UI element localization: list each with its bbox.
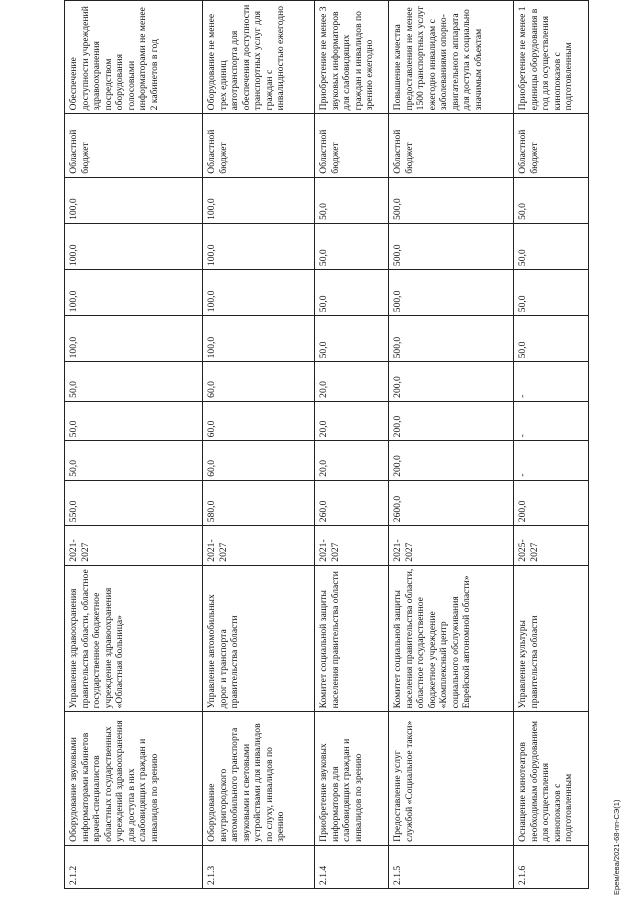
amount-2023: 200,0 xyxy=(389,362,514,401)
expected-result: Повышение качества предоставления не менее 1500 транспортных услуг ежегодно инвалидам с заболеваниями опорно-двигательного аппарата для доступа к социально значимым объектам xyxy=(389,1,514,114)
total-amount: 260,0 xyxy=(315,480,389,525)
amount-2021: 60,0 xyxy=(203,441,315,480)
amount-2021: - xyxy=(514,441,589,480)
activity-name: Оборудование звуковыми информаторами кабинетов врачей-специалистов областных государственных учреждений здравоохранения для доступа в них слабовидящих граждан и инвалидов по зрению xyxy=(65,712,203,845)
executor: Комитет социальной защиты населения правительства области, областное государственное бюджетное учреждение «Комплексный центр социального обслуживания Еврейской автономной области» xyxy=(389,565,514,712)
amount-2027: 500,0 xyxy=(389,177,514,223)
total-amount: 200,0 xyxy=(514,480,589,525)
total-amount: 2600,0 xyxy=(389,480,514,525)
amount-2026: 100,0 xyxy=(203,223,315,269)
amount-2022: 200,0 xyxy=(389,401,514,440)
table-row xyxy=(514,1,589,889)
amount-2024: 100,0 xyxy=(65,316,203,362)
activity-name: Оборудование внутригородского автомобильного транспорта звуковыми и световыми устройствами для инвалидов по слуху, инвалидов по зрению xyxy=(203,712,315,845)
amount-2022: 20,0 xyxy=(315,401,389,440)
expected-result: Приобретение не менее 3 звуковых информаторов для слабовидящих граждан и инвалидов по зрению ежегодно xyxy=(315,1,389,114)
row-number: 2.1.4 xyxy=(315,845,389,888)
funding-source: Областной бюджет xyxy=(514,114,589,177)
amount-2021: 50,0 xyxy=(65,441,203,480)
total-amount: 580,0 xyxy=(203,480,315,525)
amount-2021: 200,0 xyxy=(389,441,514,480)
amount-2022: 60,0 xyxy=(203,401,315,440)
executor: Управление культуры правительства области xyxy=(514,565,589,712)
table-row xyxy=(65,1,203,889)
period: 2021-2027 xyxy=(315,526,389,566)
row-number: 2.1.3 xyxy=(203,845,315,888)
table-row xyxy=(203,1,315,889)
expected-result: Обеспечение доступности учреждений здравоохранения посредством оборудования голосовыми информаторами не менее 2 кабинетов в год xyxy=(65,1,203,114)
period: 2025-2027 xyxy=(514,526,589,566)
funding-source: Областной бюджет xyxy=(389,114,514,177)
amount-2025: 500,0 xyxy=(389,270,514,316)
amount-2022: 50,0 xyxy=(65,401,203,440)
table-row xyxy=(315,1,389,889)
amount-2026: 50,0 xyxy=(514,223,589,269)
amount-2023: 20,0 xyxy=(315,362,389,401)
amount-2026: 500,0 xyxy=(389,223,514,269)
amount-2025: 50,0 xyxy=(514,270,589,316)
program-table xyxy=(64,0,589,889)
funding-source: Областной бюджет xyxy=(315,114,389,177)
amount-2026: 50,0 xyxy=(315,223,389,269)
document-footer-code: Ерем/ева/2021-68-пп-СЭ(1) xyxy=(612,799,621,895)
period: 2021-2027 xyxy=(203,526,315,566)
amount-2025: 100,0 xyxy=(65,270,203,316)
amount-2027: 50,0 xyxy=(514,177,589,223)
amount-2024: 500,0 xyxy=(389,316,514,362)
amount-2027: 100,0 xyxy=(65,177,203,223)
expected-result: Приобретение не менее 1 единицы оборудования в год для осуществления кинопоказов с подготовленным xyxy=(514,1,589,114)
amount-2024: 50,0 xyxy=(315,316,389,362)
executor: Управление здравоохранения правительства области, областное государственное бюджетное учреждение здравоохранения «Областная больница» xyxy=(65,565,203,712)
activity-name: Оснащение кинотеатров необходимым оборудованием для осуществления кинопоказов с подготовленным xyxy=(514,712,589,845)
row-number: 2.1.2 xyxy=(65,845,203,888)
amount-2025: 100,0 xyxy=(203,270,315,316)
expected-result: Оборудование не менее трех единиц автотранспорта для обеспечения доступности транспортных услуг для граждан с инвалидностью ежегодно xyxy=(203,1,315,114)
amount-2027: 100,0 xyxy=(203,177,315,223)
amount-2023: - xyxy=(514,362,589,401)
row-number: 2.1.5 xyxy=(389,845,514,888)
period: 2021-2027 xyxy=(65,526,203,566)
activity-name: Приобретение звуковых информаторов для слабовидящих граждан и инвалидов по зрению xyxy=(315,712,389,845)
funding-source: Областной бюджет xyxy=(65,114,203,177)
amount-2024: 50,0 xyxy=(514,316,589,362)
amount-2023: 50,0 xyxy=(65,362,203,401)
activity-name: Предоставление услуг службой «Социальное такси» xyxy=(389,712,514,845)
total-amount: 550,0 xyxy=(65,480,203,525)
executor: Управление автомобильных дорог и транспорта правительства области xyxy=(203,565,315,712)
amount-2022: - xyxy=(514,401,589,440)
amount-2024: 100,0 xyxy=(203,316,315,362)
amount-2023: 60,0 xyxy=(203,362,315,401)
executor: Комитет социальной защиты населения правительства области xyxy=(315,565,389,712)
row-number: 2.1.6 xyxy=(514,845,589,888)
amount-2027: 50,0 xyxy=(315,177,389,223)
funding-source: Областной бюджет xyxy=(203,114,315,177)
amount-2021: 20,0 xyxy=(315,441,389,480)
amount-2025: 50,0 xyxy=(315,270,389,316)
amount-2026: 100,0 xyxy=(65,223,203,269)
period: 2021-2027 xyxy=(389,526,514,566)
table-row xyxy=(389,1,514,889)
